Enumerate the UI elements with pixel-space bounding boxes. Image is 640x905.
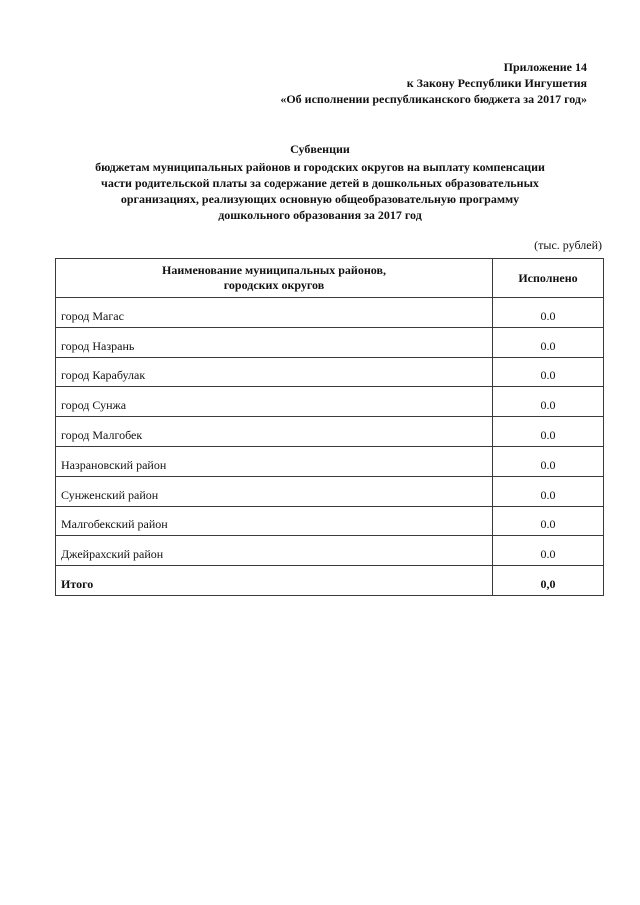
row-value: 0.0 — [493, 387, 604, 417]
title-line-3: организациях, реализующих основную общеобразовательную программу — [120, 192, 520, 206]
appendix-law: к Закону Республики Ингушетия — [406, 76, 587, 90]
row-name: Назрановский район — [56, 446, 493, 476]
row-name: город Назрань — [56, 327, 493, 357]
row-name: Джейрахский район — [56, 536, 493, 566]
units-label: (тыс. рублей) — [534, 238, 602, 252]
table-header-row — [56, 259, 604, 298]
appendix-number: Приложение 14 — [503, 60, 587, 74]
header-value: Исполнено — [493, 259, 604, 298]
header-name — [56, 259, 493, 298]
table-row — [56, 357, 604, 387]
row-name: город Сунжа — [56, 387, 493, 417]
row-value: 0.0 — [493, 446, 604, 476]
table-row — [56, 327, 604, 357]
row-value: 0.0 — [493, 417, 604, 447]
title-line-2: части родительской платы за содержание детей в дошкольных образовательных — [101, 176, 539, 190]
total-label: Итого — [56, 566, 493, 596]
row-value: 0.0 — [493, 357, 604, 387]
title-line-4: дошкольного образования за 2017 год — [218, 208, 422, 222]
table-row — [56, 298, 604, 328]
row-name: Сунженский район — [56, 476, 493, 506]
row-value: 0.0 — [493, 298, 604, 328]
title-line-1: бюджетам муниципальных районов и городских округов на выплату компенсации — [95, 160, 545, 174]
table-row — [56, 446, 604, 476]
row-value: 0.0 — [493, 536, 604, 566]
row-name: город Карабулак — [56, 357, 493, 387]
table-row — [56, 506, 604, 536]
row-value: 0.0 — [493, 506, 604, 536]
appendix-header — [280, 59, 587, 107]
header-name-line-1: Наименование муниципальных районов, — [162, 263, 386, 277]
row-value: 0.0 — [493, 476, 604, 506]
appendix-law-title: «Об исполнении республиканского бюджета за 2017 год» — [280, 92, 587, 106]
table-row — [56, 476, 604, 506]
subventions-table — [55, 258, 604, 596]
row-name: город Магас — [56, 298, 493, 328]
table-row — [56, 387, 604, 417]
row-value: 0.0 — [493, 327, 604, 357]
document-title — [60, 141, 580, 223]
table-row — [56, 536, 604, 566]
total-row — [56, 566, 604, 596]
row-name: город Малгобек — [56, 417, 493, 447]
total-value: 0,0 — [493, 566, 604, 596]
table-row — [56, 417, 604, 447]
header-name-line-2: городских округов — [223, 278, 325, 292]
row-name: Малгобекский район — [56, 506, 493, 536]
title-main: Субвенции — [290, 142, 350, 156]
